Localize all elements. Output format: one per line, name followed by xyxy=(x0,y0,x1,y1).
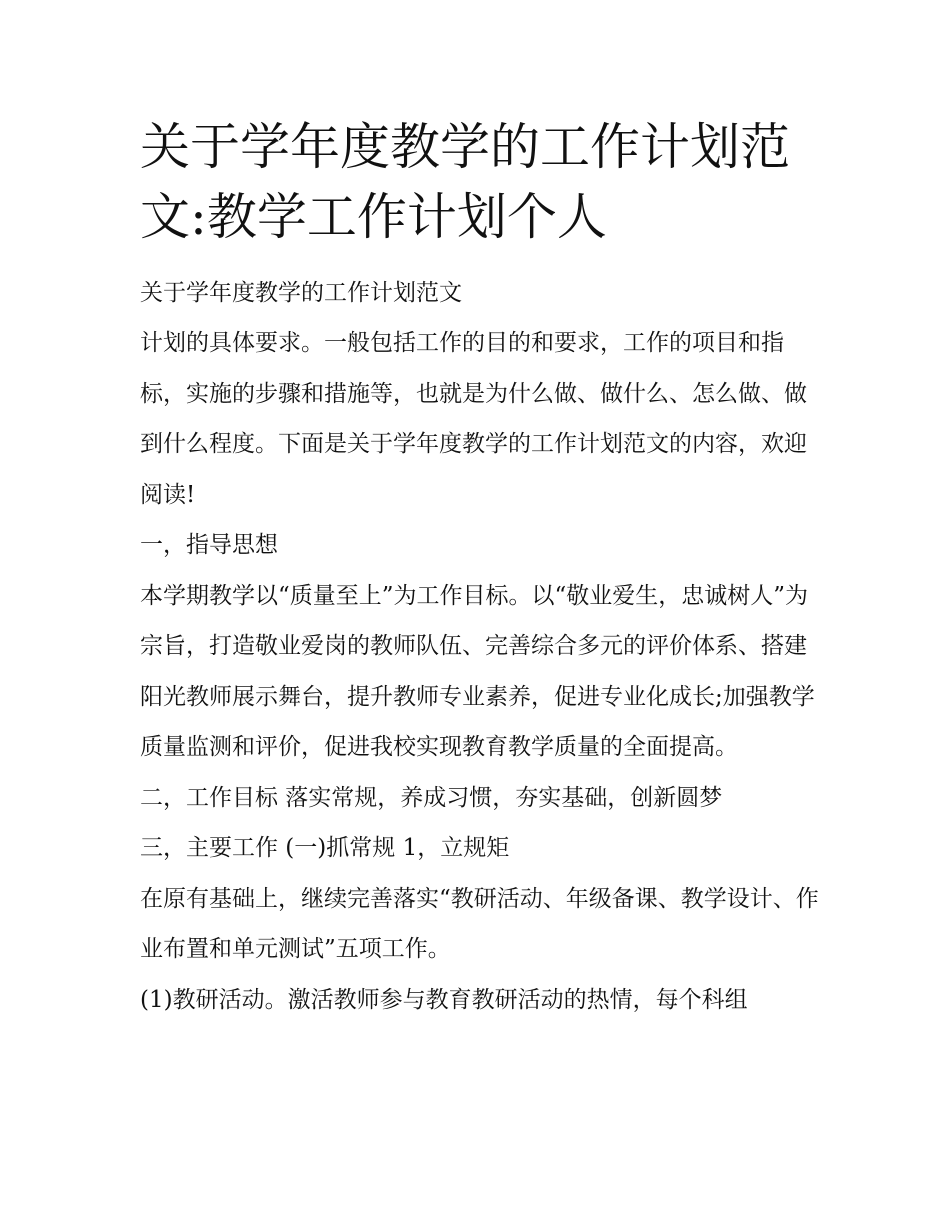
document-subtitle: 关于学年度教学的工作计划范文 xyxy=(140,280,462,306)
document-title: 关于学年度教学的工作计划范文:教学工作计划个人 xyxy=(140,118,790,246)
paragraph-intro: 计划的具体要求。一般包括工作的目的和要求，工作的项目和指标，实施的步骤和措施等，也就是为什么做、做什么、怎么做、做到什么程度。下面是关于学年度教学的工作计划范文的内容，欢迎阅读! xyxy=(140,330,807,508)
paragraph-guiding-ideology: 本学期教学以“质量至上”为工作目标。以“敬业爱生，忠诚树人”为宗旨，打造敬业爱岗的教师队伍、完善综合多元的评价体系、搭建阳光教师展示舞台，提升教师专业素养，促进专业化成长;加强教学质量监测和评价，促进我校实现教育教学质量的全面提高。 xyxy=(140,582,815,760)
paragraph-research-activity: (1)教研活动。激活教师参与教育教研活动的热情，每个科组 xyxy=(140,986,748,1013)
document-body xyxy=(140,112,820,1025)
paragraph-five-tasks: 在原有基础上，继续完善落实“教研活动、年级备课、教学设计、作业布置和单元测试”五项工作。 xyxy=(140,885,819,962)
heading-work-goals: 二，工作目标 落实常规，养成习惯，夯实基础，创新圆梦 xyxy=(140,784,723,811)
heading-guiding-ideology: 一，指导思想 xyxy=(140,532,278,558)
heading-main-work: 三，主要工作 (一)抓常规 1，立规矩 xyxy=(140,835,510,861)
